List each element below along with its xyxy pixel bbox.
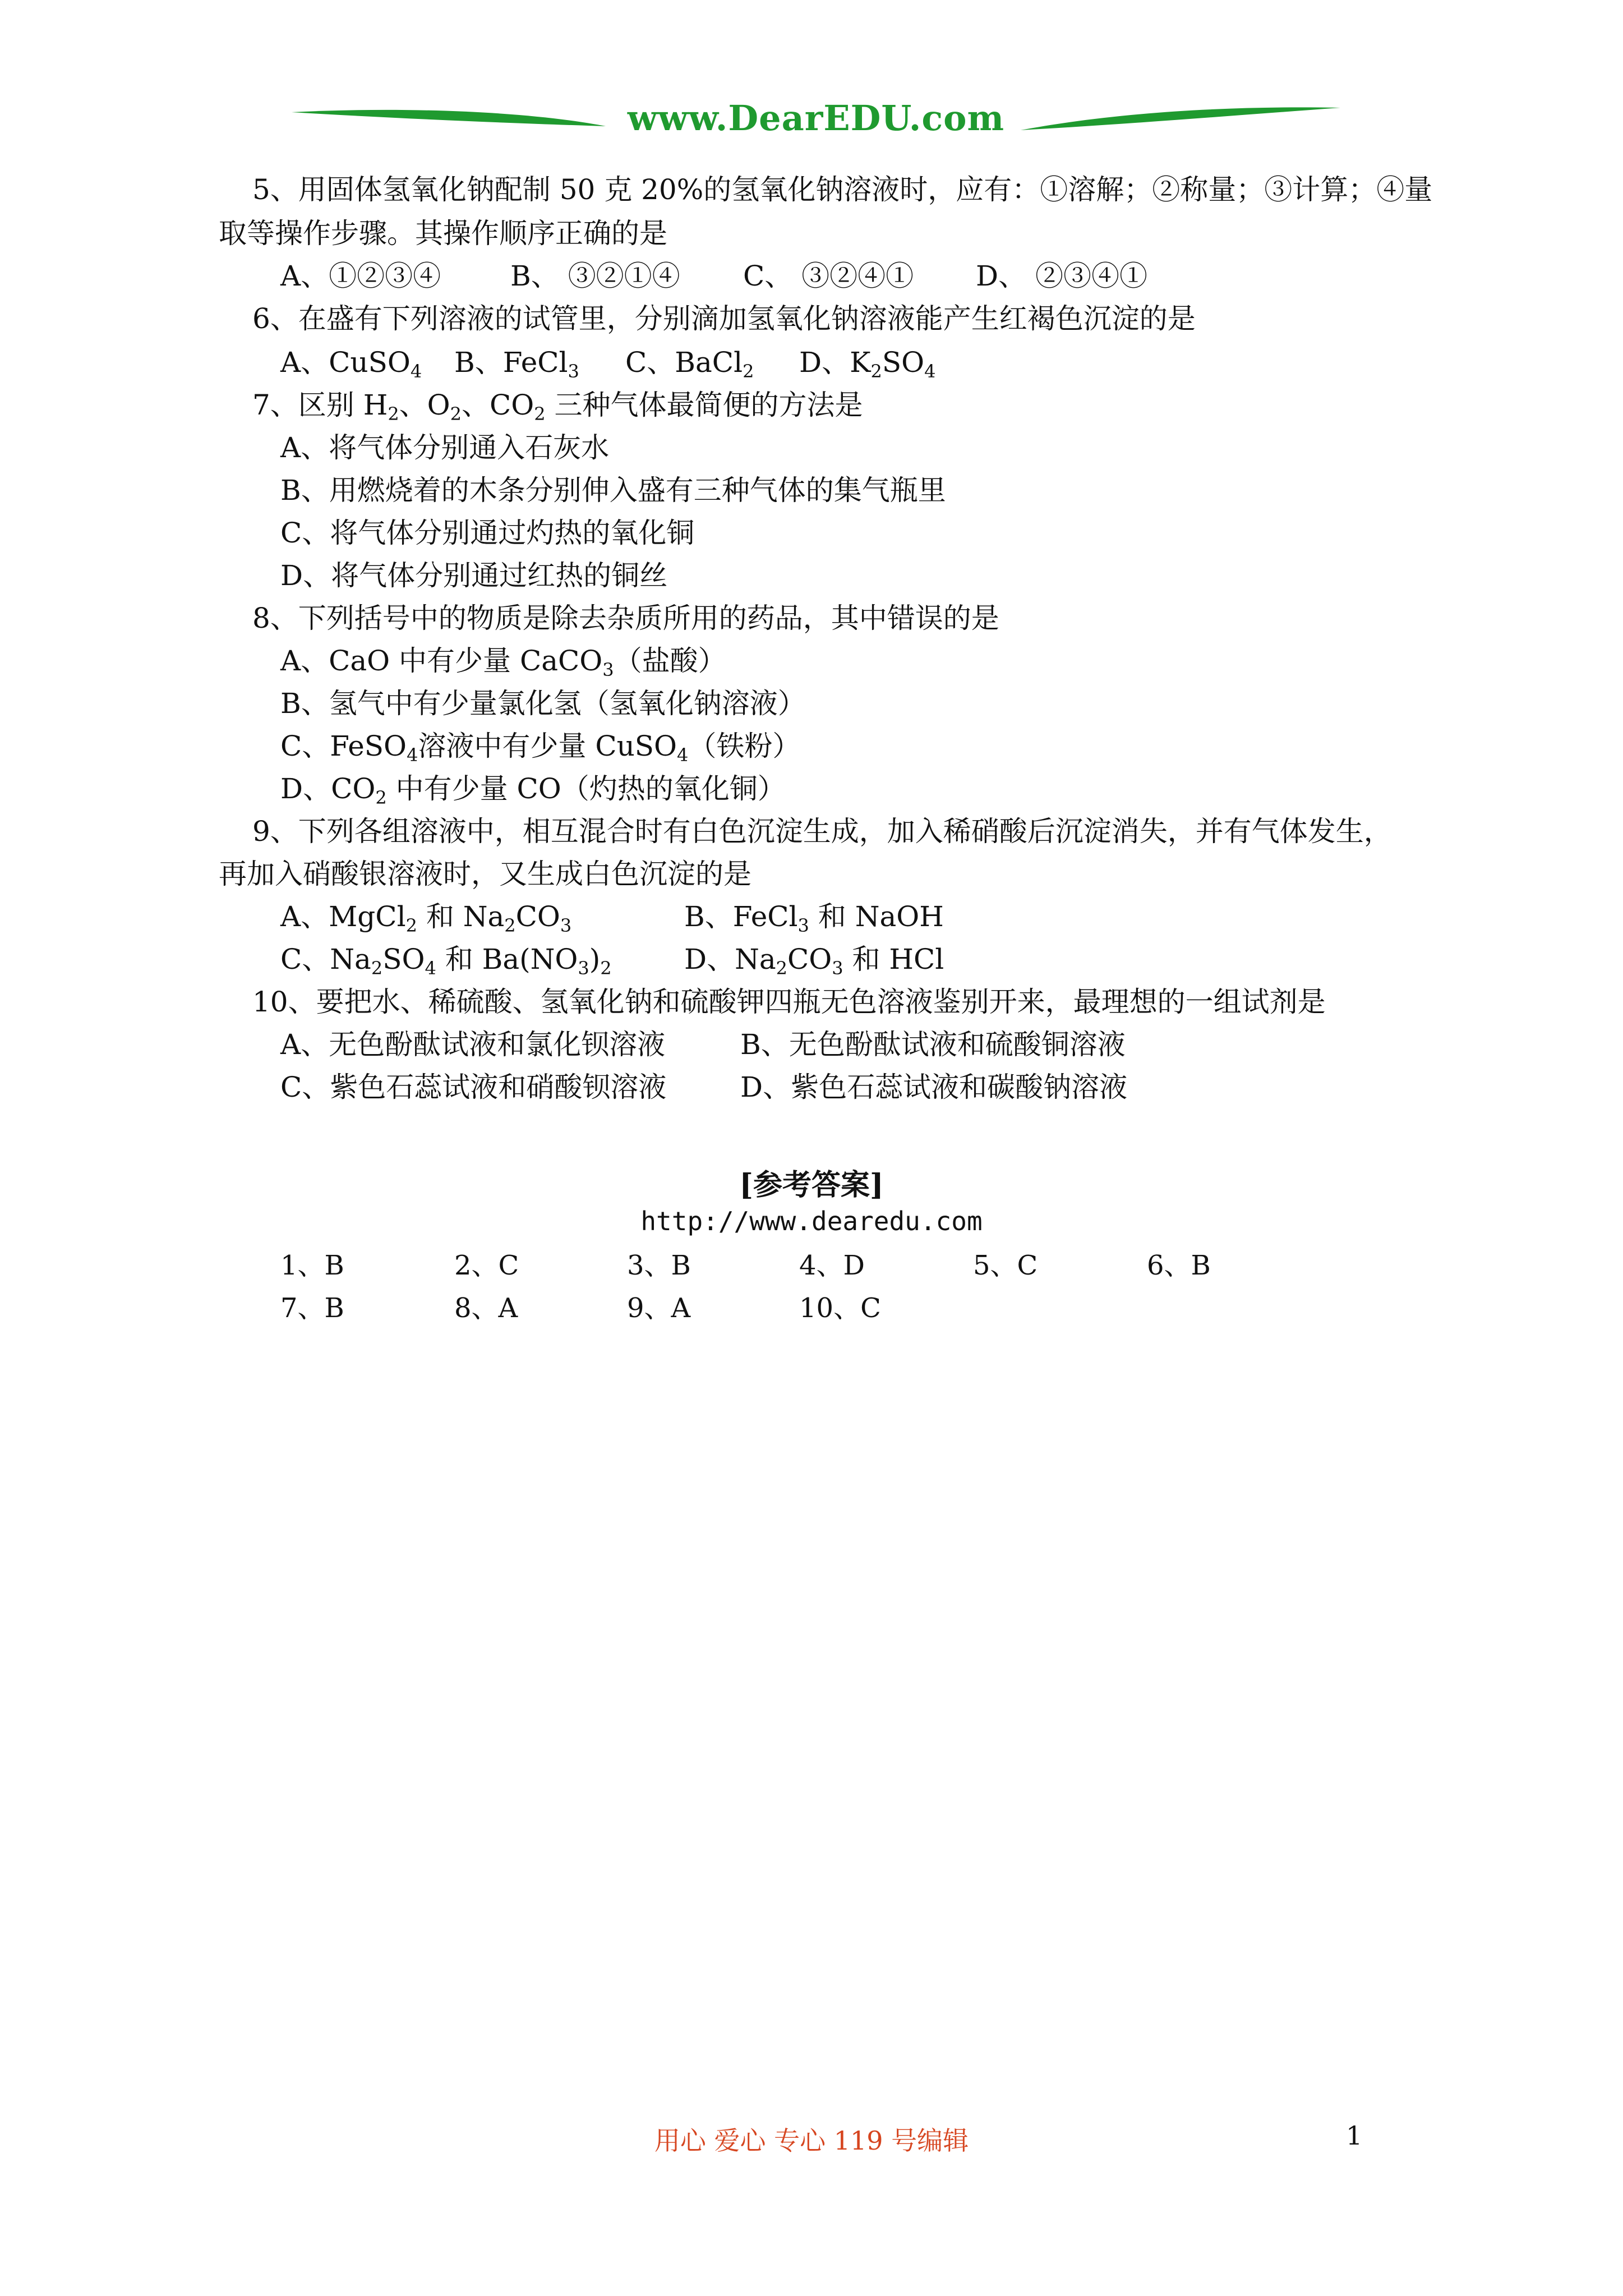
q8-stem: 8、下列括号中的物质是除去杂质所用的药品，其中错误的是 — [252, 602, 999, 634]
q9-c-sub2: 4 — [425, 958, 436, 979]
q6-a-text: A、CuSO — [280, 346, 411, 379]
q8-option-a — [280, 644, 726, 678]
q5-option-c: C、 ③②④① — [743, 260, 914, 292]
q10-option-d: D、紫色石蕊试液和碳酸钠溶液 — [740, 1071, 1128, 1103]
q9-c-sub3: 3 — [578, 958, 589, 979]
q9-c-sub1: 2 — [371, 958, 383, 979]
q7-stem-post: 三种气体最简便的方法是 — [545, 389, 863, 421]
answer-item: 10、C — [799, 1292, 881, 1324]
answer-item: 4、D — [799, 1250, 865, 1281]
q9-a-pre: A、MgCl — [280, 900, 406, 933]
answers-url-link[interactable]: http://www.dearedu.com — [640, 1206, 983, 1236]
q9-option-c — [280, 942, 612, 979]
q6-a-sub: 4 — [410, 361, 422, 382]
answer-item: 9、A — [627, 1292, 691, 1324]
q9-c-sub4: 2 — [600, 958, 612, 979]
q9-c-mid: SO — [382, 943, 425, 976]
q8-d-pre: D、CO — [280, 772, 376, 805]
q8-c-pre: C、FeSO — [280, 730, 407, 762]
q9-c-pre: C、Na — [280, 943, 371, 976]
q6-b-text: B、FeCl — [454, 346, 568, 379]
q9-a-mid: 和 Na — [417, 900, 505, 933]
q5-option-d: D、 ②③④① — [976, 260, 1147, 292]
q9-d-sub1: 2 — [776, 958, 788, 979]
q9-b-pre: B、FeCl — [684, 900, 798, 933]
q9-stem-line1: 9、下列各组溶液中，相互混合时有白色沉淀生成，加入稀硝酸后沉淀消失，并有气体发生， — [252, 815, 1392, 848]
q7-option-b: B、用燃烧着的木条分别伸入盛有三种气体的集气瓶里 — [280, 474, 946, 507]
q8-c-sub1: 4 — [407, 744, 418, 766]
q9-stem-line2: 再加入硝酸银溶液时，又生成白色沉淀的是 — [219, 858, 751, 890]
q7-sub1: 2 — [388, 403, 399, 425]
q6-c-sub: 2 — [743, 361, 754, 382]
q8-option-b: B、氢气中有少量氯化氢（氢氧化钠溶液） — [280, 687, 806, 720]
q5-option-b: B、 ③②①④ — [510, 260, 680, 292]
q7-stem-pre: 7、区别 H — [252, 389, 388, 421]
q9-a-sub3: 3 — [560, 915, 572, 936]
answer-item: 3、B — [627, 1250, 691, 1281]
q7-mid1: 、O — [399, 389, 450, 421]
q8-option-d — [280, 772, 786, 806]
q7-stem — [252, 388, 863, 425]
q6-option-b — [454, 346, 579, 382]
q9-c-post: ) — [589, 943, 601, 976]
q6-option-a — [280, 346, 422, 382]
q6-d-sub1: 2 — [870, 361, 882, 382]
page-number: 1 — [1346, 2120, 1363, 2151]
q6-option-d — [799, 346, 936, 382]
q9-a-sub1: 2 — [405, 915, 417, 936]
q7-option-a: A、将气体分别通入石灰水 — [280, 431, 610, 464]
q6-d-sub2: 4 — [924, 361, 936, 382]
q8-d-post: 中有少量 CO（灼热的氧化铜） — [386, 772, 786, 805]
q10-stem: 10、要把水、稀硫酸、氢氧化钠和硫酸钾四瓶无色溶液鉴别开来，最理想的一组试剂是 — [252, 986, 1326, 1018]
q7-option-c: C、将气体分别通过灼热的氧化铜 — [280, 517, 695, 549]
answer-item: 7、B — [280, 1292, 344, 1324]
q8-option-c — [280, 729, 801, 766]
site-logo[interactable]: www.DearEDU.com — [627, 98, 1005, 139]
q9-c-mid2: 和 Ba(NO — [436, 943, 578, 976]
q6-d-text: D、K — [799, 346, 871, 379]
q9-option-a — [280, 900, 572, 936]
q6-b-sub: 3 — [568, 361, 579, 382]
q10-option-c: C、紫色石蕊试液和硝酸钡溶液 — [280, 1071, 667, 1103]
q9-option-b — [684, 900, 944, 936]
q9-b-sub1: 3 — [797, 915, 809, 936]
answer-item: 8、A — [454, 1292, 518, 1324]
q9-d-post: 和 HCl — [843, 943, 944, 976]
q8-c-mid: 溶液中有少量 CuSO — [418, 730, 677, 762]
q7-option-d: D、将气体分别通过红热的铜丝 — [280, 559, 668, 592]
q6-d-mid: SO — [882, 346, 925, 379]
answer-item: 2、C — [454, 1250, 519, 1281]
q6-stem: 6、在盛有下列溶液的试管里，分别滴加氢氧化钠溶液能产生红褐色沉淀的是 — [252, 302, 1196, 335]
q5-stem-line2: 取等操作步骤。其操作顺序正确的是 — [219, 217, 667, 250]
q6-c-text: C、BaCl — [625, 346, 743, 379]
q8-a-post: （盐酸） — [614, 645, 726, 677]
q7-sub3: 2 — [534, 403, 546, 425]
answer-item: 5、C — [973, 1250, 1038, 1281]
answers-title: [参考答案] — [739, 1168, 884, 1202]
q7-sub2: 2 — [450, 403, 462, 425]
header-banner — [292, 95, 1340, 157]
q9-b-post: 和 NaOH — [809, 900, 944, 933]
q8-a-sub: 3 — [602, 659, 614, 680]
q8-c-sub2: 4 — [677, 744, 689, 766]
footer-credit: 用心 爱心 专心 119 号编辑 — [654, 2125, 969, 2156]
q8-c-post: （铁粉） — [688, 730, 801, 762]
q10-option-b: B、无色酚酞试液和硫酸铜溶液 — [740, 1028, 1126, 1061]
q9-a-sub2: 2 — [504, 915, 516, 936]
answer-item: 1、B — [280, 1250, 344, 1281]
q9-d-sub2: 3 — [832, 958, 843, 979]
q5-stem-line1: 5、用固体氢氧化钠配制 50 克 20%的氢氧化钠溶液时，应有：①溶解；②称量；③计算；④量 — [252, 173, 1433, 206]
q9-d-pre: D、Na — [684, 943, 776, 976]
answer-item: 6、B — [1147, 1250, 1211, 1281]
q6-option-c — [625, 346, 754, 382]
q10-option-a: A、无色酚酞试液和氯化钡溶液 — [280, 1028, 666, 1061]
q9-a-mid2: CO — [515, 900, 560, 933]
q7-mid2: 、CO — [462, 389, 534, 421]
q9-option-d — [684, 942, 944, 979]
q8-d-sub: 2 — [375, 787, 387, 808]
q5-option-a: A、①②③④ — [280, 260, 441, 292]
q8-a-pre: A、CaO 中有少量 CaCO — [280, 645, 603, 677]
q9-d-mid: CO — [787, 943, 832, 976]
